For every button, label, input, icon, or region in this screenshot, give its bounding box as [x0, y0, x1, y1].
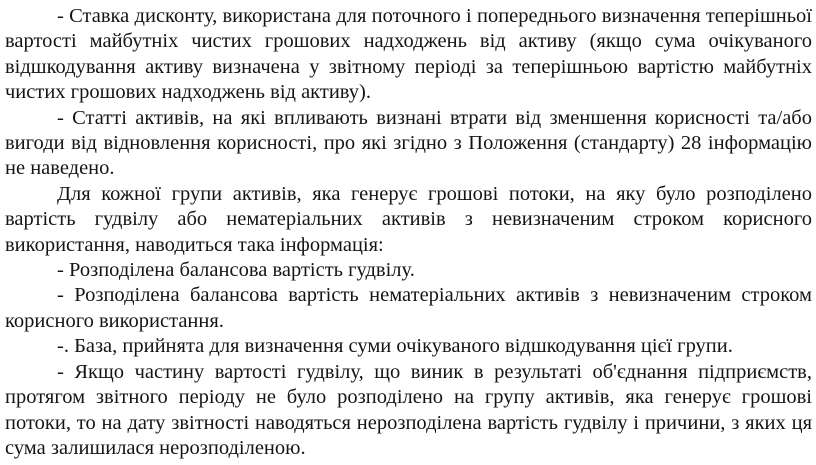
paragraph-recoverable-basis: -. База, прийнята для визначення суми очікуваного відшкодування цієї групи.	[57, 335, 733, 358]
paragraph-asset-items: - Статті активів, на які впливають визнані втрати від зменшення корисності та/або вигоди від відновлення корисності, про які згідно з Положення (стандарту) 28 інформацію не наведено.	[5, 106, 812, 180]
paragraph-unallocated-goodwill: - Якщо частину вартості гудвілу, що виник в результаті об'єднання підприємств, протягом звітного періоду не було розподілено на групу активів, яка генерує грошові потоки, то на дату звітності наводяться нерозподілена вартість гудвілу і причини, з яких ця сума залишилася нерозподіленою.	[5, 360, 812, 459]
paragraph-goodwill-carrying-amount: - Розподілена балансова вартість гудвілу.	[57, 259, 415, 282]
paragraph-intangible-carrying-amount: - Розподілена балансова вартість нематеріальних активів з невизначеним строком корисного використання.	[5, 284, 812, 332]
paragraph-cash-generating-group: Для кожної групи активів, яка генерує грошові потоки, на яку було розподілено вартість гудвілу або нематеріальних активів з невизначеним строком корисного використання, наводиться така інформація:	[5, 182, 812, 256]
paragraph-discount-rate: - Ставка дисконту, використана для поточного і попереднього визначення теперішньої вартості майбутніх чистих грошових надходжень від активу (якщо сума очікуваного відшкодування активу визначена у звітному періоді за теперішньою вартістю майбутніх чистих грошових надходжень від активу).	[5, 5, 812, 104]
